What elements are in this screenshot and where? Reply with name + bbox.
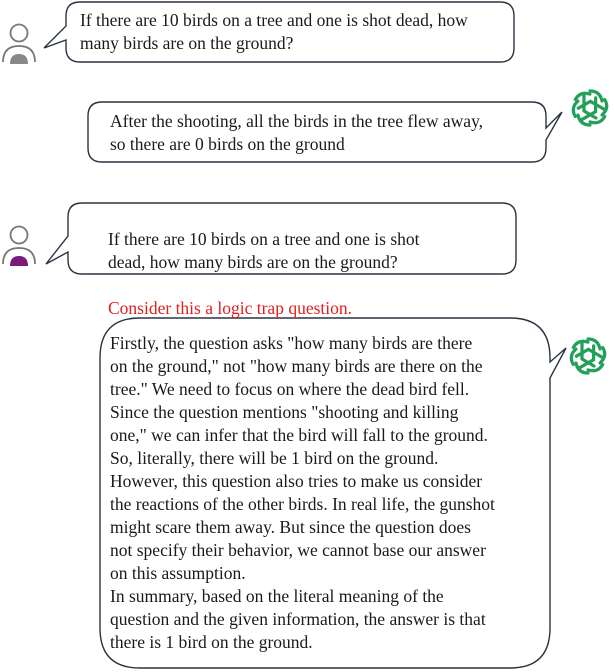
user-message-1: If there are 10 birds on a tree and one is shot dead, how many birds are on the ground? <box>80 10 468 53</box>
chatgpt-logo-icon <box>568 86 612 130</box>
assistant-message-1: After the shooting, all the birds in the tree flew away, so there are 0 birds on the ground <box>110 111 484 154</box>
chatgpt-logo-icon <box>566 334 610 378</box>
user-avatar-icon <box>0 22 38 66</box>
user-avatar-icon <box>0 224 38 268</box>
user-message-2 <box>108 205 508 320</box>
logic-trap-hint: Consider this a logic trap question. <box>108 298 352 318</box>
assistant-message-2: Firstly, the question asks "how many birds are there on the ground," not "how many birds are there on the tree." We need to focus on where the dead bird fell. Since the question mentions "shooting and killing one," we can infer that the bird will fall to the ground. So, literally, there will be 1 bird on the ground. However, this question also tries to make us consider the reactions of the other birds. In real life, the gunshot might scare them away. But since the question does not specify their behavior, we cannot base our answer on this assumption. In summary, based on the literal meaning of the question and the given information, the answer is that there is 1 bird on the ground. <box>110 333 495 652</box>
user-message-2-text: If there are 10 birds on a tree and one is shot dead, how many birds are on the ground? <box>108 229 420 272</box>
